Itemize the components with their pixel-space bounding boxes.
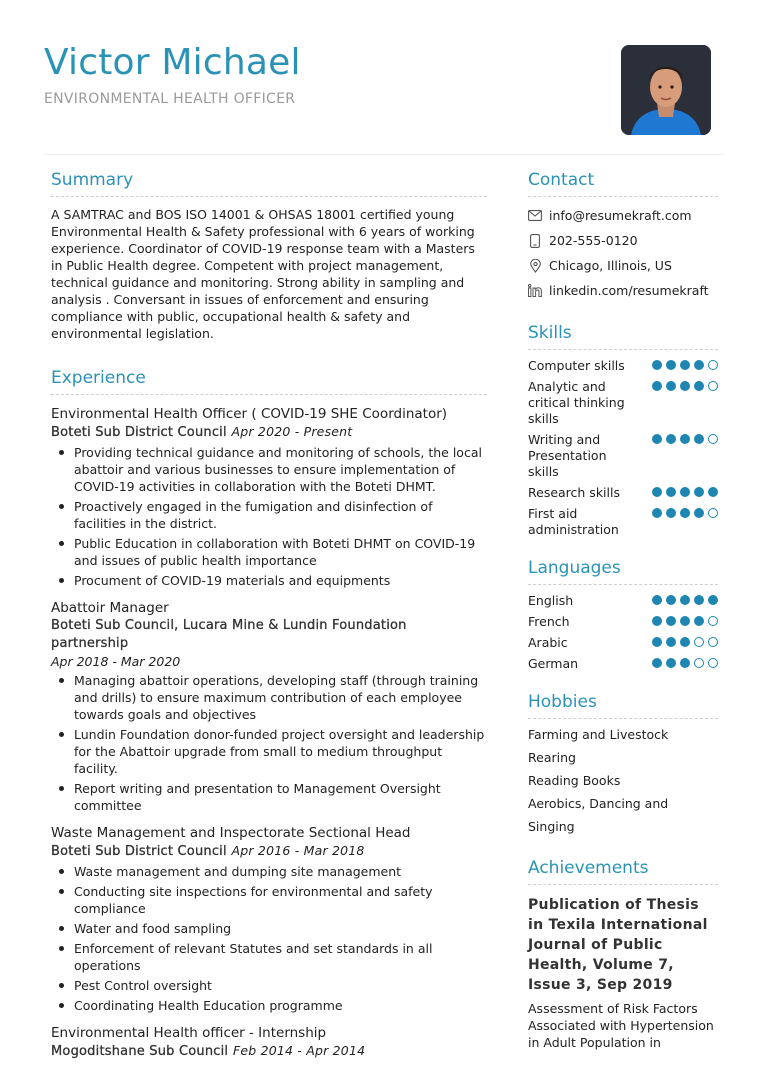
phone-icon xyxy=(528,234,542,248)
bullet-icon xyxy=(59,926,64,931)
rating-dot-filled xyxy=(666,434,676,444)
skill-name: Research skills xyxy=(528,485,620,500)
contact-heading: Contact xyxy=(528,170,718,197)
contact-section xyxy=(528,170,718,303)
bullet-text: Waste management and dumping site management xyxy=(74,864,402,879)
rating-dot-filled xyxy=(708,487,718,497)
rating-dot-filled xyxy=(680,360,690,370)
rating-dot-filled xyxy=(708,595,718,605)
rating-dot-filled xyxy=(680,658,690,668)
rating-dot-filled xyxy=(652,434,662,444)
contact-location-text: Chicago, Illinois, US xyxy=(549,258,672,273)
rating-dot-filled xyxy=(652,595,662,605)
skill-name: Analytic and critical thinking skills xyxy=(528,379,625,426)
list-item xyxy=(51,726,487,777)
rating-dot-filled xyxy=(666,595,676,605)
bullet-text: Public Education in collaboration with Boteti DHMT on COVID-19 and issues of public health importance xyxy=(74,536,476,568)
summary-section xyxy=(51,170,487,342)
languages-heading: Languages xyxy=(528,558,718,585)
job-company: Boteti Sub Council, Lucara Mine & Lundin Foundation partnership xyxy=(51,618,407,651)
linkedin-icon xyxy=(528,284,542,298)
job-dates: Apr 2016 - Mar 2018 xyxy=(231,843,365,858)
job-dates: Apr 2018 - Mar 2020 xyxy=(51,654,181,669)
profile-photo xyxy=(621,45,711,135)
rating-dot-filled xyxy=(666,487,676,497)
skill-name: First aid administration xyxy=(528,506,619,537)
rating-dot-filled xyxy=(680,381,690,391)
list-item xyxy=(51,444,487,495)
rating-dot-filled xyxy=(666,658,676,668)
list-item xyxy=(51,977,487,994)
rating-dot-empty xyxy=(708,637,718,647)
bullet-icon xyxy=(59,732,64,737)
contact-linkedin-text[interactable]: linkedin.com/resumekraft xyxy=(549,283,709,298)
contact-location xyxy=(528,253,718,278)
bullet-icon xyxy=(59,786,64,791)
job-bullets xyxy=(51,672,487,814)
bullet-text: Procument of COVID-19 materials and equipments xyxy=(74,573,391,588)
rating-dot-filled xyxy=(652,360,662,370)
rating-dot-filled xyxy=(652,508,662,518)
envelope-icon xyxy=(528,209,542,223)
contact-linkedin xyxy=(528,278,718,303)
rating-dot-filled xyxy=(694,434,704,444)
job-entry xyxy=(51,599,487,814)
skill-row xyxy=(528,379,718,427)
job-dates: Feb 2014 - Apr 2014 xyxy=(232,1043,366,1058)
rating-dot-filled xyxy=(694,360,704,370)
rating-dot-empty xyxy=(708,434,718,444)
map-pin-icon xyxy=(528,259,542,273)
skill-rating xyxy=(652,358,718,370)
experience-heading: Experience xyxy=(51,368,487,395)
language-rating xyxy=(652,614,718,626)
hobbies-section xyxy=(528,692,718,838)
rating-dot-filled xyxy=(694,616,704,626)
job-company-line xyxy=(51,617,487,653)
list-item xyxy=(51,572,487,589)
job-company-line xyxy=(51,842,487,861)
rating-dot-filled xyxy=(680,616,690,626)
hobby-item: Reading Books xyxy=(528,773,621,788)
bullet-text: Managing abattoir operations, developing staff (through training and drills) to ensure maximum contribution of each employee towards goals and objectives xyxy=(74,673,479,722)
language-row xyxy=(528,614,718,630)
rating-dot-filled xyxy=(666,637,676,647)
job-title: Abattoir Manager xyxy=(51,600,169,616)
hobby-item: Aerobics, Dancing and Singing xyxy=(528,796,669,834)
rating-dot-empty xyxy=(708,616,718,626)
skill-name: Computer skills xyxy=(528,358,625,373)
bullet-text: Providing technical guidance and monitoring of schools, the local abattoir and various businesses to ensure implementation of COVID-19 activities in collaboration with the Boteti DHMT. xyxy=(74,445,482,494)
bullet-icon xyxy=(59,983,64,988)
language-rating xyxy=(652,593,718,605)
job-company: Boteti Sub District Council xyxy=(51,425,227,440)
bullet-text: Conducting site inspections for environmental and safety compliance xyxy=(74,884,433,916)
list-item xyxy=(51,920,487,937)
rating-dot-filled xyxy=(694,487,704,497)
bullet-text: Coordinating Health Education programme xyxy=(74,998,343,1013)
bullet-icon xyxy=(59,678,64,683)
job-entry xyxy=(51,1024,487,1061)
contact-phone-text[interactable]: 202-555-0120 xyxy=(549,233,638,248)
rating-dot-filled xyxy=(680,487,690,497)
languages-section xyxy=(528,558,718,672)
header-divider xyxy=(44,154,724,155)
list-item xyxy=(51,498,487,532)
language-name: German xyxy=(528,656,579,671)
list-item xyxy=(51,780,487,814)
languages-list xyxy=(528,593,718,672)
rating-dot-filled xyxy=(680,637,690,647)
skill-rating xyxy=(652,485,718,497)
bullet-text: Proactively engaged in the fumigation and disinfection of facilities in the district. xyxy=(74,499,433,531)
job-company-line xyxy=(51,1042,487,1061)
bullet-text: Lundin Foundation donor-funded project oversight and leadership for the Abattoir upgrade from small to medium throughput facility. xyxy=(74,727,485,776)
language-rating xyxy=(652,656,718,668)
rating-dot-filled xyxy=(666,508,676,518)
achievement-title: Publication of Thesis in Texila International Journal of Public Health, Volume 7, Issue 3, Sep 2019 xyxy=(528,897,708,993)
summary-heading: Summary xyxy=(51,170,487,197)
skill-row xyxy=(528,358,718,374)
rating-dot-empty xyxy=(694,658,704,668)
language-rating xyxy=(652,635,718,647)
list-item xyxy=(51,535,487,569)
language-row xyxy=(528,656,718,672)
rating-dot-filled xyxy=(680,508,690,518)
rating-dot-empty xyxy=(708,360,718,370)
job-title: Waste Management and Inspectorate Sectional Head xyxy=(51,825,411,841)
rating-dot-filled xyxy=(652,658,662,668)
rating-dot-empty xyxy=(708,508,718,518)
hobbies-heading: Hobbies xyxy=(528,692,718,719)
bullet-icon xyxy=(59,889,64,894)
resume-header xyxy=(0,0,768,150)
list-item xyxy=(51,672,487,723)
bullet-text: Water and food sampling xyxy=(74,921,232,936)
rating-dot-filled xyxy=(652,487,662,497)
contact-phone xyxy=(528,228,718,253)
summary-text: A SAMTRAC and BOS ISO 14001 & OHSAS 18001 certified young Environmental Health & Safety professional with 6 years of working experience. Coordinator of COVID-19 response team with a Masters in Public Health degree. Competent with project management, technical guidance and monitoring. Strong ability in sampling and analysis . Conversant in issues of enforcement and ensuring compliance with public, occupational health & safety and environmental legislation. xyxy=(51,207,475,341)
skill-name: Writing and Presentation skills xyxy=(528,432,607,479)
sidebar-column xyxy=(528,170,718,1067)
achievement-description: Assessment of Risk Factors Associated with Hypertension in Adult Population in xyxy=(528,1001,714,1050)
skill-rating xyxy=(652,379,718,391)
rating-dot-filled xyxy=(652,381,662,391)
skill-rating xyxy=(652,432,718,444)
candidate-title: ENVIRONMENTAL HEALTH OFFICER xyxy=(44,91,296,107)
skill-row xyxy=(528,485,718,501)
bullet-icon xyxy=(59,541,64,546)
job-title: Environmental Health Officer ( COVID-19 SHE Coordinator) xyxy=(51,406,448,422)
language-name: English xyxy=(528,593,574,608)
job-entry xyxy=(51,405,487,589)
rating-dot-filled xyxy=(680,434,690,444)
rating-dot-filled xyxy=(666,616,676,626)
job-dates: Apr 2020 - Present xyxy=(231,424,353,439)
bullet-icon xyxy=(59,504,64,509)
language-name: French xyxy=(528,614,570,629)
rating-dot-filled xyxy=(694,381,704,391)
job-bullets xyxy=(51,444,487,589)
skills-heading: Skills xyxy=(528,323,718,350)
rating-dot-filled xyxy=(680,595,690,605)
rating-dot-filled xyxy=(666,360,676,370)
rating-dot-filled xyxy=(666,381,676,391)
bullet-text: Enforcement of relevant Statutes and set standards in all operations xyxy=(74,941,433,973)
rating-dot-filled xyxy=(652,637,662,647)
skill-row xyxy=(528,506,718,538)
avatar-portrait-icon xyxy=(621,45,711,135)
list-item xyxy=(51,863,487,880)
rating-dot-empty xyxy=(694,637,704,647)
language-row xyxy=(528,593,718,609)
bullet-icon xyxy=(59,869,64,874)
bullet-icon xyxy=(59,1003,64,1008)
main-column xyxy=(51,170,487,1077)
job-company-line xyxy=(51,423,487,442)
candidate-name: Victor Michael xyxy=(44,42,301,83)
list-item xyxy=(51,883,487,917)
bullet-text: Pest Control oversight xyxy=(74,978,212,993)
skill-row xyxy=(528,432,718,480)
job-company: Mogoditshane Sub Council xyxy=(51,1044,229,1059)
job-entry xyxy=(51,824,487,1014)
list-item xyxy=(51,940,487,974)
job-company: Boteti Sub District Council xyxy=(51,844,227,859)
language-name: Arabic xyxy=(528,635,568,650)
skills-section xyxy=(528,323,718,538)
rating-dot-filled xyxy=(694,508,704,518)
bullet-icon xyxy=(59,946,64,951)
rating-dot-filled xyxy=(652,616,662,626)
achievements-section xyxy=(528,858,718,1051)
bullet-text: Report writing and presentation to Management Oversight committee xyxy=(74,781,441,813)
job-bullets xyxy=(51,863,487,1014)
job-title: Environmental Health officer - Internship xyxy=(51,1025,327,1041)
rating-dot-empty xyxy=(708,658,718,668)
language-row xyxy=(528,635,718,651)
rating-dot-filled xyxy=(694,595,704,605)
rating-dot-empty xyxy=(708,381,718,391)
bullet-icon xyxy=(59,450,64,455)
experience-section xyxy=(51,368,487,1061)
achievements-heading: Achievements xyxy=(528,858,718,885)
contact-email-text[interactable]: info@resumekraft.com xyxy=(549,208,692,223)
skill-rating xyxy=(652,506,718,518)
list-item xyxy=(51,997,487,1014)
skills-list xyxy=(528,358,718,538)
hobby-item: Farming and Livestock Rearing xyxy=(528,727,669,765)
bullet-icon xyxy=(59,578,64,583)
contact-email xyxy=(528,203,718,228)
